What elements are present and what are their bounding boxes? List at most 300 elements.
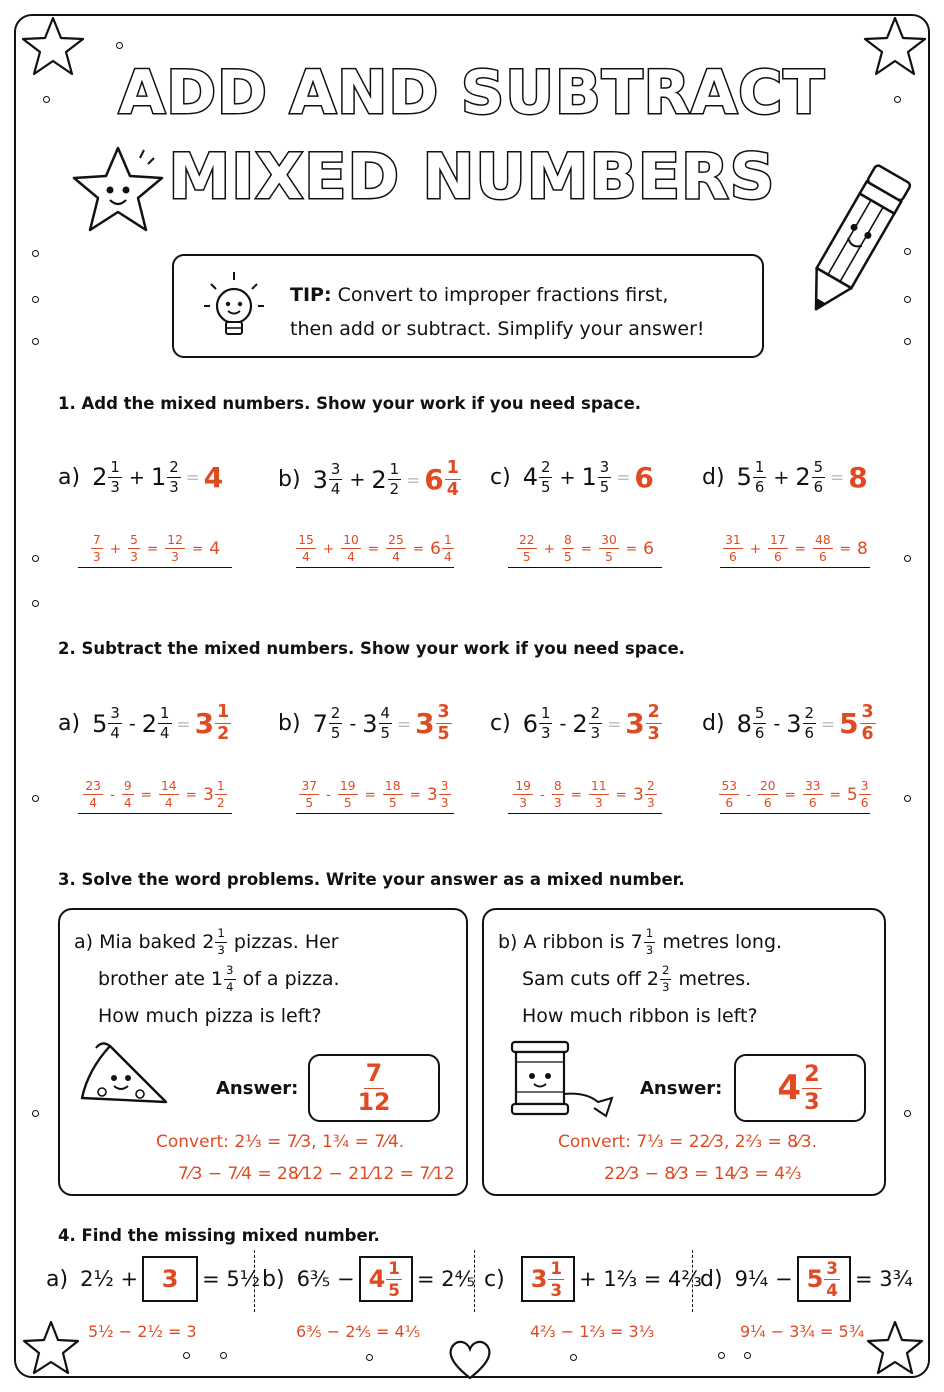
fraction [215, 780, 227, 809]
whole-number: 2 [141, 709, 158, 738]
fraction [719, 780, 739, 809]
result-whole: 8 [857, 538, 868, 559]
work-line[interactable] [78, 530, 232, 568]
frac-den: 6 [725, 796, 734, 810]
missing-value: 3 [161, 1265, 179, 1293]
whole-number: 7 [312, 709, 328, 738]
frac-num: 7 [91, 534, 103, 549]
fraction [753, 706, 766, 741]
fraction [329, 706, 342, 741]
frac-den: 4 [347, 550, 355, 564]
frac-den: 4 [446, 480, 459, 501]
whole-number: 2 [572, 709, 588, 738]
missing-whole: 4 [368, 1265, 386, 1293]
fraction [513, 780, 533, 809]
fraction [436, 704, 452, 744]
result-whole: 3 [203, 784, 214, 805]
operator: + [749, 540, 762, 557]
answer-whole: 3 [415, 707, 435, 741]
fraction [442, 534, 454, 563]
operator: + [773, 465, 790, 489]
problem [58, 460, 223, 495]
tip-label: TIP: [290, 284, 332, 306]
answer-label: Answer: [640, 1078, 723, 1099]
equals-sign: = [784, 786, 796, 803]
fraction [859, 780, 871, 809]
problem [58, 704, 232, 744]
operator: - [349, 712, 357, 736]
whole-number: 8 [736, 709, 752, 738]
answer [415, 704, 453, 744]
answer [848, 461, 867, 494]
frac-num: 2 [646, 704, 662, 724]
answer-numerator: 7 [365, 1058, 383, 1087]
frac-den: 2 [217, 724, 230, 745]
expression-left: 9¼ − [734, 1267, 793, 1291]
frac-num: 8 [562, 534, 574, 549]
frac-den: 5 [437, 724, 450, 745]
fraction [296, 534, 316, 563]
problem-label: a) [58, 711, 81, 737]
frac-num: 9 [122, 780, 134, 795]
fraction [723, 534, 743, 563]
problem-label: c) [490, 711, 511, 737]
answer [634, 461, 653, 494]
frac-num: 15 [296, 534, 316, 549]
answer-whole: 5 [839, 707, 859, 741]
convert-text: 2⅓ = 7⁄3, 1¾ = 7⁄4. [234, 1132, 405, 1152]
whole-number: 1 [581, 463, 597, 492]
equals-sign: = [794, 540, 807, 557]
equals-sign: = [406, 469, 421, 490]
problem-label: a) [58, 464, 81, 490]
frac-den: 5 [380, 724, 390, 743]
equals-sign: = [821, 713, 836, 734]
frac-den: 2 [216, 796, 225, 810]
frac-num: 2 [540, 458, 551, 476]
tip-text [290, 278, 705, 346]
frac-num: 3 [330, 460, 341, 479]
fraction [158, 706, 171, 741]
operator: - [559, 712, 567, 736]
section-2-heading: 2. Subtract the mixed numbers. Show your work if you need space. [58, 639, 685, 658]
equals-sign: = [176, 713, 191, 734]
operator: + [109, 540, 122, 557]
star-icon [18, 1318, 84, 1378]
frac-den: 3 [594, 796, 603, 810]
equals-sign: = [830, 467, 845, 488]
frac-den: 3 [646, 796, 655, 810]
answer-label: Answer: [216, 1078, 299, 1099]
problem-label: b) [278, 467, 301, 493]
frac-num: 1 [754, 458, 765, 476]
frac-num: 53 [719, 780, 739, 795]
frac-num: 3 [859, 780, 871, 795]
operator: + [543, 540, 555, 557]
missing-box[interactable] [359, 1256, 413, 1302]
frac-den: 6 [808, 796, 817, 810]
answer-whole: 4 [777, 1068, 802, 1108]
missing-whole: 5 [806, 1265, 824, 1293]
frac-den: 4 [826, 1279, 838, 1300]
result-whole: 3 [633, 784, 644, 805]
fraction [758, 780, 778, 809]
frac-den: 3 [553, 796, 562, 810]
operator: - [746, 786, 751, 803]
problem [702, 460, 868, 495]
frac-num: 5 [754, 704, 765, 723]
equals-sign: = [191, 540, 204, 557]
frac-den: 4 [123, 796, 132, 810]
problem [490, 460, 654, 495]
operator: - [326, 786, 331, 803]
equals-sign: = [570, 786, 583, 803]
work-line[interactable] [78, 776, 232, 814]
frac-num: 3 [860, 704, 876, 724]
frac-den: 6 [754, 477, 765, 496]
operator: + [559, 465, 576, 489]
fraction [539, 460, 552, 495]
work-line[interactable] [508, 776, 662, 814]
wp-a-line1-post: pizzas. Her [233, 931, 339, 953]
equals-sign: = [409, 786, 421, 803]
equals-sign: = [185, 467, 200, 488]
equals-sign: = [146, 540, 159, 557]
frac-den: 6 [773, 550, 782, 564]
frac-num: 25 [386, 534, 406, 549]
problem [278, 460, 462, 500]
frac-num: 3 [224, 965, 236, 980]
equals-sign: = [185, 786, 197, 803]
missing-problem-c [484, 1256, 702, 1302]
frac-den: 4 [89, 796, 98, 810]
fraction [108, 460, 121, 495]
frac-num: 5 [128, 534, 140, 549]
fraction [539, 706, 552, 741]
frac-num: 1 [644, 928, 656, 943]
frac-den: 5 [388, 1279, 400, 1300]
whole-number: 2 [92, 463, 108, 492]
fraction [83, 780, 103, 809]
missing-problem-b [262, 1256, 475, 1302]
frac-num: 22 [517, 534, 537, 549]
fraction [329, 462, 342, 497]
fraction [338, 780, 358, 809]
whole-number: 2 [795, 463, 811, 492]
answer [424, 460, 462, 500]
fraction [753, 460, 766, 495]
frac-num: 1 [215, 928, 227, 943]
equals-sign: = [616, 467, 631, 488]
frac-num: 18 [383, 780, 403, 795]
wp-b-line3: How much ribbon is left? [522, 1005, 758, 1027]
problem-label: d) [702, 711, 725, 737]
operator: - [539, 786, 545, 803]
frac-den: 4 [226, 980, 234, 994]
work-line[interactable] [296, 776, 454, 814]
title-line-1: ADD AND SUBTRACT [118, 58, 826, 128]
tip-box [172, 254, 764, 358]
fraction [599, 534, 619, 563]
problem-label: a) [46, 1266, 69, 1292]
section-4-heading: 4. Find the missing mixed number. [58, 1226, 380, 1245]
problem [490, 704, 663, 744]
frac-num: 19 [513, 780, 533, 795]
equals-sign: = [839, 540, 852, 557]
frac-num: 30 [599, 534, 619, 549]
whole-number: 3 [312, 465, 328, 494]
frac-num: 10 [341, 534, 361, 549]
frac-num: 37 [299, 780, 319, 795]
problem-label: b) [262, 1266, 285, 1292]
frac-num: 23 [83, 780, 103, 795]
frac-den: 4 [392, 550, 400, 564]
missing-box[interactable] [797, 1256, 851, 1302]
convert-label: Convert: [156, 1132, 229, 1152]
equals-sign: = [367, 540, 380, 557]
word-problem-b-text [498, 924, 782, 1035]
convert-label: Convert: [558, 1132, 631, 1152]
answer-whole: 4 [203, 460, 224, 494]
whole-number: 2 [371, 465, 387, 494]
frac-num: 4 [380, 704, 390, 723]
fraction [159, 780, 179, 809]
frac-den: 3 [92, 550, 101, 564]
wp-b-line2: Sam cuts off 2 [522, 968, 659, 990]
wp-b-line1: b) A ribbon is 7 [498, 931, 643, 953]
frac-num: 48 [813, 534, 833, 549]
fraction [646, 704, 662, 744]
equals-sign: = [615, 786, 627, 803]
convert-a [156, 1132, 404, 1152]
problem-label: b) [278, 711, 301, 737]
frac-den: 6 [813, 477, 824, 496]
result-whole: 6 [430, 538, 441, 559]
frac-den: 4 [160, 724, 170, 743]
result-whole: 6 [643, 538, 654, 559]
frac-den: 3 [550, 1279, 563, 1300]
problem-label: c) [490, 464, 511, 490]
frac-den: 3 [217, 943, 225, 957]
whole-number: 1 [150, 463, 167, 492]
word-problem-a [58, 908, 468, 1196]
frac-num: 2 [169, 458, 179, 476]
missing-work-b: 6⅗ − 2⅘ = 4⅕ [296, 1322, 421, 1341]
frac-den: 5 [305, 796, 314, 810]
answer-denominator: 12 [357, 1087, 391, 1116]
equals-sign: = [607, 713, 622, 734]
work-line[interactable] [508, 530, 662, 568]
answer [204, 461, 223, 494]
problem-label: d) [700, 1266, 723, 1292]
answer [625, 704, 663, 744]
fraction [379, 706, 392, 741]
expression-right: + 1⅔ = 4⅔ [579, 1267, 702, 1291]
fraction [108, 706, 121, 741]
frac-den: 3 [645, 943, 654, 957]
frac-den: 5 [522, 550, 531, 564]
frac-den: 6 [818, 550, 827, 564]
missing-work-d: 9¼ − 3¾ = 5¾ [740, 1322, 865, 1341]
problem [278, 704, 453, 744]
fraction [388, 462, 401, 497]
equals-sign: = [580, 540, 593, 557]
work-a: 7⁄3 − 7⁄4 = 28⁄12 − 21⁄12 = 7⁄12 [178, 1164, 455, 1184]
frac-den: 4 [330, 480, 341, 499]
equals-sign: = [625, 540, 638, 557]
frac-den: 5 [343, 796, 352, 810]
frac-den: 3 [590, 724, 601, 743]
heart-icon [444, 1336, 496, 1382]
problem [702, 704, 877, 744]
tip-line-2: then add or subtract. Simplify your answer! [290, 318, 705, 340]
frac-num: 1 [215, 704, 231, 724]
section-3-heading: 3. Solve the word problems. Write your answer as a mixed number. [58, 870, 685, 889]
frac-num: 1 [540, 704, 551, 723]
frac-num: 33 [803, 780, 823, 795]
work-line[interactable] [720, 530, 870, 568]
result-whole: 4 [209, 538, 221, 559]
frac-num: 2 [645, 780, 657, 795]
frac-den: 3 [519, 796, 528, 810]
fraction [768, 534, 788, 563]
wp-a-line2-post: of a pizza. [242, 968, 340, 990]
frac-num: 19 [338, 780, 358, 795]
frac-num: 2 [804, 704, 814, 723]
whole-number: 4 [522, 463, 538, 492]
frac-num: 1 [550, 1257, 563, 1278]
frac-den: 3 [130, 550, 138, 564]
frac-den: 5 [599, 477, 610, 496]
fraction [383, 780, 403, 809]
frac-num: 3 [826, 1257, 838, 1278]
frac-den: 6 [861, 724, 874, 745]
fraction [167, 460, 180, 495]
frac-den: 3 [647, 724, 660, 745]
fraction [128, 534, 140, 563]
work-line[interactable] [296, 530, 454, 568]
operator: + [322, 540, 335, 557]
frac-den: 5 [540, 477, 551, 496]
frac-num: 2 [590, 704, 601, 723]
frac-num: 1 [389, 460, 400, 479]
fraction [215, 704, 231, 744]
fraction [803, 706, 816, 741]
operator: + [349, 468, 366, 492]
work-b: 22⁄3 − 8⁄3 = 14⁄3 = 4⅔ [604, 1164, 802, 1184]
frac-den: 5 [563, 550, 572, 564]
frac-num: 1 [388, 1257, 400, 1278]
expression-left: 6⅗ − [296, 1267, 355, 1291]
missing-box[interactable] [521, 1256, 575, 1302]
answer-whole: 6 [634, 460, 654, 494]
pencil-icon [796, 150, 916, 330]
missing-problem-a [46, 1256, 260, 1302]
frac-num: 1 [110, 458, 120, 476]
ribbon-spool-icon [502, 1036, 622, 1126]
operator: + [128, 465, 145, 489]
answer-box-b[interactable] [734, 1054, 866, 1122]
frac-den: 3 [540, 724, 551, 743]
fraction [552, 780, 564, 809]
fraction [589, 780, 609, 809]
fraction [803, 780, 823, 809]
missing-work-c: 4⅔ − 1⅔ = 3⅓ [530, 1322, 655, 1341]
expression-right: = 3¾ [854, 1267, 913, 1291]
frac-den: 5 [605, 550, 613, 564]
frac-den: 4 [110, 724, 120, 743]
answer-box-a[interactable] [308, 1054, 440, 1122]
frac-den: 3 [110, 477, 120, 496]
frac-num: 20 [758, 780, 778, 795]
frac-num: 5 [813, 458, 824, 476]
answer-numerator: 2 [804, 1061, 820, 1088]
frac-den: 5 [330, 724, 341, 743]
whole-number: 5 [736, 463, 752, 492]
frac-den: 6 [754, 724, 765, 743]
wp-b-line2-post: metres. [678, 968, 752, 990]
word-problem-a-text [74, 924, 340, 1035]
star-icon [862, 1318, 928, 1378]
expression-right: = 5½ [202, 1267, 261, 1291]
missing-whole: 3 [530, 1265, 548, 1293]
tip-line-1: Convert to improper fractions first, [337, 284, 669, 306]
frac-den: 4 [164, 796, 173, 810]
fraction [439, 780, 451, 809]
whole-number: 3 [362, 709, 378, 738]
expression-right: = 2⅘ [416, 1267, 475, 1291]
frac-num: 1 [160, 704, 170, 723]
pizza-slice-icon [74, 1038, 174, 1120]
frac-den: 6 [763, 796, 772, 810]
fraction [517, 534, 537, 563]
result-whole: 5 [846, 784, 858, 805]
missing-box[interactable] [142, 1256, 198, 1302]
frac-num: 2 [660, 965, 672, 980]
work-line[interactable] [720, 776, 870, 814]
frac-den: 3 [169, 477, 179, 496]
section-1-heading: 1. Add the mixed numbers. Show your work if you need space. [58, 394, 642, 413]
frac-num: 17 [768, 534, 788, 549]
frac-den: 3 [171, 550, 179, 564]
whole-number: 3 [786, 709, 802, 738]
answer-denominator: 3 [804, 1088, 820, 1115]
operator: - [773, 712, 781, 736]
answer-whole: 6 [424, 463, 444, 497]
frac-num: 3 [110, 704, 120, 723]
frac-den: 3 [440, 796, 449, 810]
frac-den: 3 [661, 980, 670, 994]
wp-b-line1-post: metres long. [662, 931, 783, 953]
answer [195, 704, 233, 744]
fraction [445, 460, 461, 500]
fraction [589, 706, 602, 741]
frac-den: 5 [388, 796, 397, 810]
whole-number: 5 [92, 709, 108, 738]
smiling-star-icon [68, 140, 178, 244]
lightbulb-icon [196, 270, 272, 346]
frac-den: 6 [729, 550, 737, 564]
expression-left: 2½ + [80, 1267, 139, 1291]
wp-a-line3: How much pizza is left? [98, 1005, 322, 1027]
equals-sign: = [364, 786, 376, 803]
frac-num: 3 [436, 704, 452, 724]
whole-number: 6 [522, 709, 538, 738]
frac-num: 14 [159, 780, 179, 795]
missing-problem-d [700, 1256, 913, 1302]
wp-a-line1: a) Mia baked 2 [74, 931, 215, 953]
frac-num: 8 [552, 780, 564, 795]
